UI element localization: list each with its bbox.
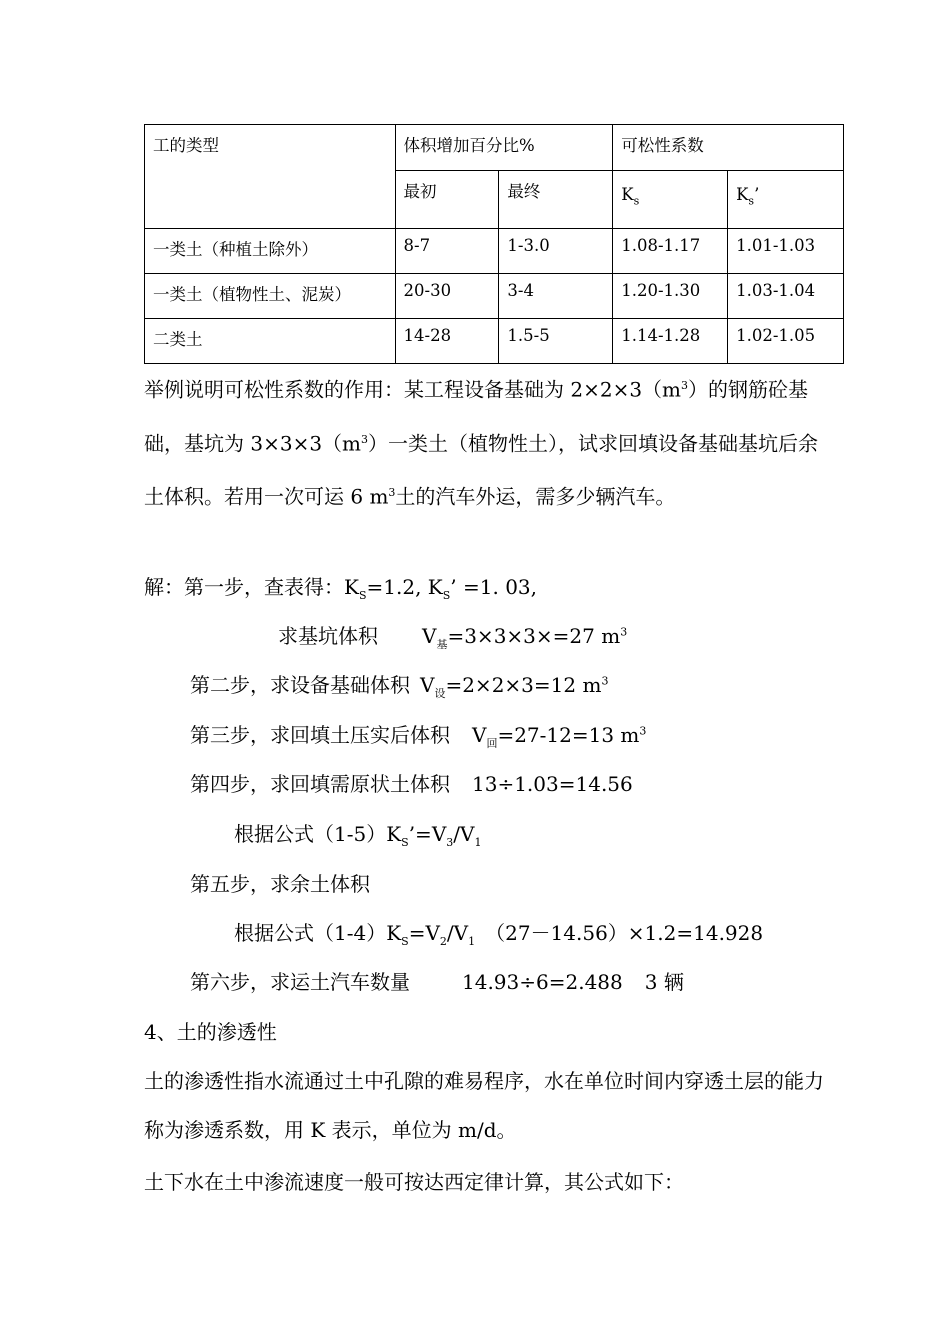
table-header-row <box>145 125 844 171</box>
solution-formula-1-4: 根据公式$(1-4)K_S=V_2/V_1$ （27－14.56）×1.2=14.928 <box>234 921 764 948</box>
table-row <box>145 229 844 274</box>
cell-type: 一类土（植物性土、泥炭） <box>145 274 396 319</box>
cell-initial: 14-28 <box>395 319 499 364</box>
solution-pit-volume: 求基坑体积 $V_基=3\times 3\times 3\times=27$ $m^3$ <box>278 624 628 651</box>
solution-step-5: 第五步，求余土体积 <box>190 872 370 896</box>
header-soil-type: 工的类型 <box>145 125 396 229</box>
solution-step-3: 第三步，求回填土压实后体积 $V_回=27-12=13$ $m^3$ <box>190 723 647 750</box>
soil-coefficient-table <box>144 124 844 364</box>
header-ks: $K_s$ <box>613 171 728 229</box>
solution-step-2: 第二步，求设备基础体积 $V_设=2\times 2\times 3=12$ $m^3$ <box>190 673 609 700</box>
cell-ks-prime: 1.01-1.03 <box>728 229 844 274</box>
header-final: 最终 <box>499 171 613 229</box>
solution-step-6: 第六步，求运土汽车数量 14.93÷6=2.488 3 辆 <box>190 970 684 994</box>
header-initial: 最初 <box>395 171 499 229</box>
section-heading: 4、土的渗透性 <box>144 1020 277 1044</box>
cell-ks-prime: 1.03-1.04 <box>728 274 844 319</box>
cell-ks-prime: 1.02-1.05 <box>728 319 844 364</box>
table-row <box>145 274 844 319</box>
table-row <box>145 319 844 364</box>
cell-final: 1-3.0 <box>499 229 613 274</box>
cell-final: 3-4 <box>499 274 613 319</box>
header-looseness-coefficient: 可松性系数 <box>613 125 844 171</box>
header-volume-increase: 体积增加百分比% <box>395 125 613 171</box>
permeability-paragraph: 土的渗透性指水流通过土中孔隙的难易程序，水在单位时间内穿透土层的能力称为渗透系数，用 K 表示，单位为 m/d。 <box>144 1069 824 1142</box>
cell-ks: 1.14-1.28 <box>613 319 728 364</box>
solution-step-1: 解：第一步，查表得：$K_S=1.2$, $K_S$’ =1. 03, <box>144 575 537 602</box>
darcy-law-paragraph: 土下水在土中渗流速度一般可按达西定律计算，其公式如下： <box>144 1170 684 1194</box>
cell-ks: 1.20-1.30 <box>613 274 728 319</box>
cell-initial: 8-7 <box>395 229 499 274</box>
solution-step-4: 第四步，求回填需原状土体积 13÷1.03=14.56 <box>190 772 633 796</box>
cell-initial: 20-30 <box>395 274 499 319</box>
cell-ks: 1.08-1.17 <box>613 229 728 274</box>
example-paragraph: 举例说明可松性系数的作用：某工程设备基础为 $2\times 2\times 3(m^3)$的钢筋砼基础，基坑为 $3\times 3\times 3(m^3)$一类土（植物性土），试求回填设备基础基坑后余土体积。若用一次可运 6 $m^3$土的汽车外运，需多少辆汽车。 <box>144 377 819 509</box>
cell-type: 二类土 <box>145 319 396 364</box>
header-ks-prime: $K_s$’ <box>728 171 844 229</box>
cell-type: 一类土（种植土除外） <box>145 229 396 274</box>
cell-final: 1.5-5 <box>499 319 613 364</box>
solution-formula-1-5: 根据公式$(1-5)K_S’=V_3/V_1$ <box>234 822 482 849</box>
